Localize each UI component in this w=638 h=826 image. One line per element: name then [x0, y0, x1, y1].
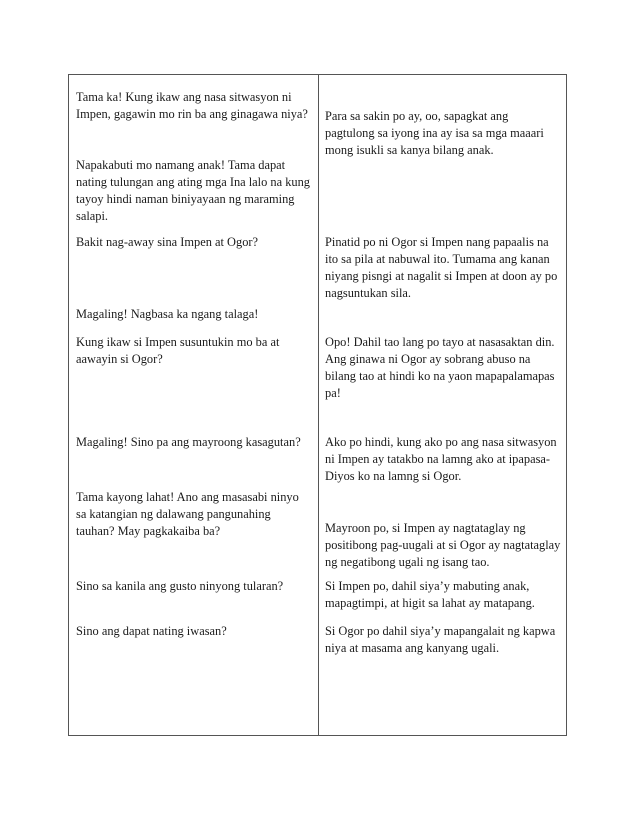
teacher-line: Bakit nag-away sina Impen at Ogor?: [76, 235, 259, 249]
student-line: Para sa sakin po ay, oo, sapagkat ang pagtulong sa iyong ina ay isa sa mga maaari mong isukli sa kanya bilang anak.: [325, 109, 544, 157]
teacher-line: Tama kayong lahat! Ano ang masasabi ninyo sa katangian ng dalawang pangunahing tauhan? May pagkakaiba ba?: [76, 490, 299, 538]
teacher-line: Magaling! Nagbasa ka ngang talaga!: [76, 307, 259, 321]
column-divider: [318, 75, 319, 735]
dialogue-table: [68, 74, 567, 736]
student-line: Si Ogor po dahil siya’y mapangalait ng kapwa niya at masama ang kanyang ugali.: [325, 624, 556, 655]
student-line: Mayroon po, si Impen ay nagtataglay ng positibong pag-uugali at si Ogor ay nagtataglay ng negatibong ugali ng isang tao.: [325, 521, 561, 569]
student-line: Si Impen po, dahil siya’y mabuting anak, mapagtimpi, at higit sa lahat ay matapang.: [325, 579, 535, 610]
teacher-line: Napakabuti mo namang anak! Tama dapat nating tulungan ang ating mga Ina lalo na kung tayoy hindi naman biniyayaan ng maraming salapi.: [76, 158, 310, 223]
teacher-line: Tama ka! Kung ikaw ang nasa sitwasyon ni Impen, gagawin mo rin ba ang ginagawa niya?: [76, 90, 308, 121]
student-line: Pinatid po ni Ogor si Impen nang papaalis na ito sa pila at nabuwal ito. Tumama ang kanan niyang pisngi at nagalit si Impen at doon ay po nagsuntukan sila.: [325, 235, 558, 300]
teacher-line: Sino ang dapat nating iwasan?: [76, 624, 227, 638]
teacher-line: Kung ikaw si Impen susuntukin mo ba at aawayin si Ogor?: [76, 335, 280, 366]
teacher-line: Magaling! Sino pa ang mayroong kasagutan?: [76, 435, 301, 449]
student-line: Ako po hindi, kung ako po ang nasa sitwasyon ni Impen ay tatakbo na lamng ako at ipapasa- Diyos ko na lamng si Ogor.: [325, 435, 557, 483]
student-line: Opo! Dahil tao lang po tayo at nasasaktan din. Ang ginawa ni Ogor ay sobrang abuso na bilang tao at hindi ko na yaon mapapalamapas pa!: [325, 335, 555, 400]
teacher-line: Sino sa kanila ang gusto ninyong tularan?: [76, 579, 284, 593]
